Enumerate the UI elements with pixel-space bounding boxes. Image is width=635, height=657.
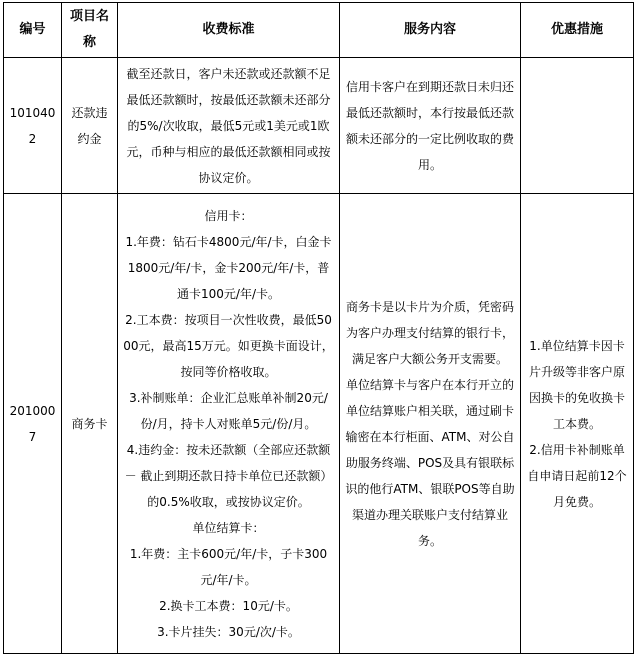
header-row — [4, 3, 634, 58]
cell-code: 1010402 — [4, 58, 62, 194]
cell-fee-standard — [118, 58, 340, 194]
cell-item-name: 还款违约金 — [62, 58, 118, 194]
cell-service-content — [340, 58, 521, 194]
service-line: 信用卡客户在到期还款日未归还最低还款额时，本行按最低还款额未还部分的一定比例收取的费用。 — [345, 79, 514, 172]
service-line: 单位结算卡与客户在本行开立的单位结算账户相关联，通过刷卡输密在本行柜面、ATM、对公自助服务终端、POS及具有银联标识的他行ATM、银联POS等自助渠道办理关联账户支付结算业务。 — [345, 377, 515, 548]
cell-service-content — [340, 194, 521, 654]
cell-discount — [521, 58, 634, 194]
fee-line: 2.换卡工本费：10元/卡。 — [159, 598, 298, 613]
fee-line: 3.补制账单：企业汇总账单补制20元/份/月，持卡人对账单5元/份/月。 — [129, 390, 328, 431]
fee-line: 4.违约金：按未还款额（全部应还款额 － 截止到期还款日持卡单位已还款额）的0.5%收取，或按协议定价。 — [124, 442, 333, 509]
fee-line: 1.年费：主卡600元/年/卡，子卡300元/年/卡。 — [129, 546, 328, 587]
fee-line: 3.卡片挂失：30元/次/卡。 — [157, 624, 300, 639]
header-service-content: 服务内容 — [340, 3, 521, 58]
fee-line: 信用卡： — [204, 208, 253, 223]
fee-line: 2.工本费：按项目一次性收费，最低5000元，最高15万元。如更换卡面设计，按同等价格收取。 — [123, 312, 334, 379]
fee-table — [3, 2, 634, 654]
header-code: 编号 — [4, 3, 62, 58]
header-fee-standard: 收费标准 — [118, 3, 340, 58]
cell-item-name: 商务卡 — [62, 194, 118, 654]
service-line: 商务卡是以卡片为介质，凭密码为客户办理支付结算的银行卡，满足客户大额公务开支需要。 — [345, 299, 514, 366]
table-row — [4, 194, 634, 654]
fee-line: 1.年费：钻石卡4800元/年/卡，白金卡1800元/年/卡，金卡200元/年/卡，普通卡100元/年/卡。 — [125, 234, 332, 301]
header-discount: 优惠措施 — [521, 3, 634, 58]
header-item-name: 项目名称 — [62, 3, 118, 58]
discount-line: 1.单位结算卡因卡片升级等非客户原因换卡的免收换卡工本费。 — [528, 338, 625, 431]
cell-code: 2010007 — [4, 194, 62, 654]
discount-line: 2.信用卡补制账单自申请日起前12个月免费。 — [527, 442, 627, 509]
fee-line: 单位结算卡： — [192, 520, 265, 535]
table-row — [4, 58, 634, 194]
fee-line: 截至还款日，客户未还款或还款额不足最低还款额时，按最低还款额未还部分的5%/次收取，最低5元或1美元或1欧元，币种与相应的最低还款额相同或按协议定价。 — [126, 66, 331, 185]
cell-fee-standard — [118, 194, 340, 654]
cell-discount — [521, 194, 634, 654]
